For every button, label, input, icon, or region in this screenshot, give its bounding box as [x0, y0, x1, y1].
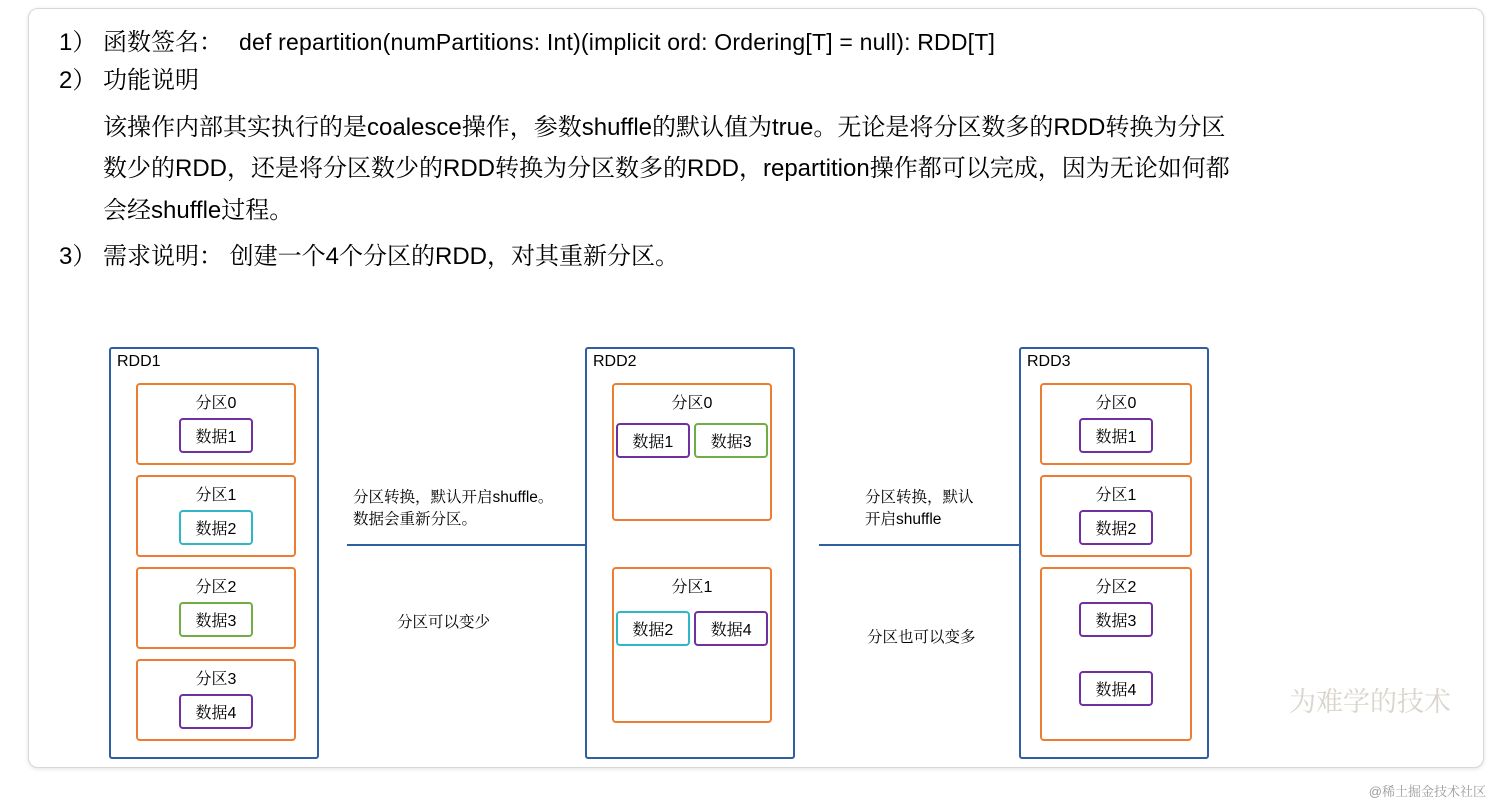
rdd1-partition-0-data-0: 数据1 — [179, 418, 253, 453]
rdd3-partition-2-label: 分区2 — [1095, 579, 1137, 596]
bullet-1 — [59, 31, 1449, 55]
bullet-1-label: 函数签名： — [103, 29, 223, 56]
rdd3-partition-1-data-0: 数据2 — [1079, 510, 1153, 545]
footer-credit: @稀土掘金技术社区 — [1368, 784, 1486, 799]
rdd3-container — [1019, 347, 1209, 759]
rdd2-partition-0 — [612, 383, 772, 521]
arrow-2-line — [819, 544, 1039, 546]
rdd1-partition-2 — [136, 567, 296, 649]
arrow-1-caption-top-line-2: 数据会重新分区。 — [353, 511, 478, 529]
rdd3-partition-0-label: 分区0 — [1095, 395, 1137, 412]
rdd1-partition-3-label: 分区3 — [195, 671, 237, 688]
rdd3-partition-2-data-1: 数据4 — [1079, 671, 1153, 706]
rdd1-partition-1-data-0: 数据2 — [179, 510, 253, 545]
rdd2-partition-1-data-0: 数据2 — [616, 611, 690, 646]
rdd2-partition-1-label: 分区1 — [671, 579, 713, 596]
rdd2-title: RDD2 — [593, 353, 637, 370]
rdd-repartition-diagram — [29, 309, 1484, 759]
arrow-2-caption-top-line-1: 分区转换，默认 — [865, 489, 974, 506]
rdd3-partition-2 — [1040, 567, 1192, 741]
bullet-1-number: 1） — [59, 29, 97, 56]
arrow-1-caption-bottom: 分区可以变少 — [397, 614, 491, 631]
rdd3-partition-0-data-0: 数据1 — [1079, 418, 1153, 453]
rdd1-partition-1-label: 分区1 — [195, 487, 237, 504]
slide — [28, 8, 1484, 768]
arrow-1 — [347, 544, 597, 546]
rdd3-partition-1-label: 分区1 — [1095, 487, 1137, 504]
rdd2-partition-1 — [612, 567, 772, 723]
rdd1-partition-0 — [136, 383, 296, 465]
rdd1-partition-2-label: 分区2 — [195, 579, 237, 596]
bullet-3-number: 3） — [59, 242, 97, 270]
rdd2-partition-0-data-1: 数据3 — [694, 423, 768, 458]
rdd2-partition-1-data-1: 数据4 — [694, 611, 768, 646]
bullet-2-number: 2） — [59, 67, 97, 94]
arrow-2-caption-top-line-2: 开启shuffle — [865, 511, 942, 529]
arrow-1-caption-top — [353, 487, 553, 532]
arrow-2-caption-bottom: 分区也可以变多 — [867, 629, 976, 646]
bullet-3 — [59, 242, 1449, 270]
description-line-3: 会经shuffle过程。 — [103, 196, 294, 224]
bullet-2-label: 功能说明 — [103, 67, 199, 94]
rdd1-partition-3-data-0: 数据4 — [179, 694, 253, 729]
text-block — [59, 31, 1449, 283]
rdd1-container — [109, 347, 319, 759]
rdd3-title: RDD3 — [1027, 353, 1071, 370]
rdd2-partition-0-label: 分区0 — [671, 395, 713, 412]
rdd1-partition-0-label: 分区0 — [195, 395, 237, 412]
rdd3-partition-1 — [1040, 475, 1192, 557]
rdd3-partition-0 — [1040, 383, 1192, 465]
rdd2-partition-0-data-0: 数据1 — [616, 423, 690, 458]
rdd1-partition-3 — [136, 659, 296, 741]
rdd1-partition-2-data-0: 数据3 — [179, 602, 253, 637]
description-paragraph — [103, 107, 1453, 231]
function-signature: def repartition(numPartitions: Int)(implicit ord: Ordering[T] = null): RDD[T] — [239, 29, 996, 55]
rdd3-partition-2-data-0: 数据3 — [1079, 602, 1153, 637]
arrow-1-caption-top-line-1: 分区转换，默认开启shuffle。 — [353, 489, 554, 506]
rdd1-title: RDD1 — [117, 353, 161, 370]
watermark: 为难学的技术 — [1289, 687, 1451, 717]
description-line-2: 数少的RDD，还是将分区数少的RDD转换为分区数多的RDD，repartition操作都可以完成，因为无论如何都 — [103, 155, 1230, 183]
bullet-3-label: 需求说明： 创建一个4个分区的RDD，对其重新分区。 — [103, 242, 680, 270]
bullet-2 — [59, 69, 1449, 93]
arrow-1-line — [347, 544, 587, 546]
arrow-2-caption-top — [865, 487, 974, 532]
rdd1-partition-1 — [136, 475, 296, 557]
arrow-2 — [819, 544, 1049, 546]
rdd2-container — [585, 347, 795, 759]
description-line-1: 该操作内部其实执行的是coalesce操作，参数shuffle的默认值为true。无论是将分区数多的RDD转换为分区 — [103, 114, 1226, 141]
